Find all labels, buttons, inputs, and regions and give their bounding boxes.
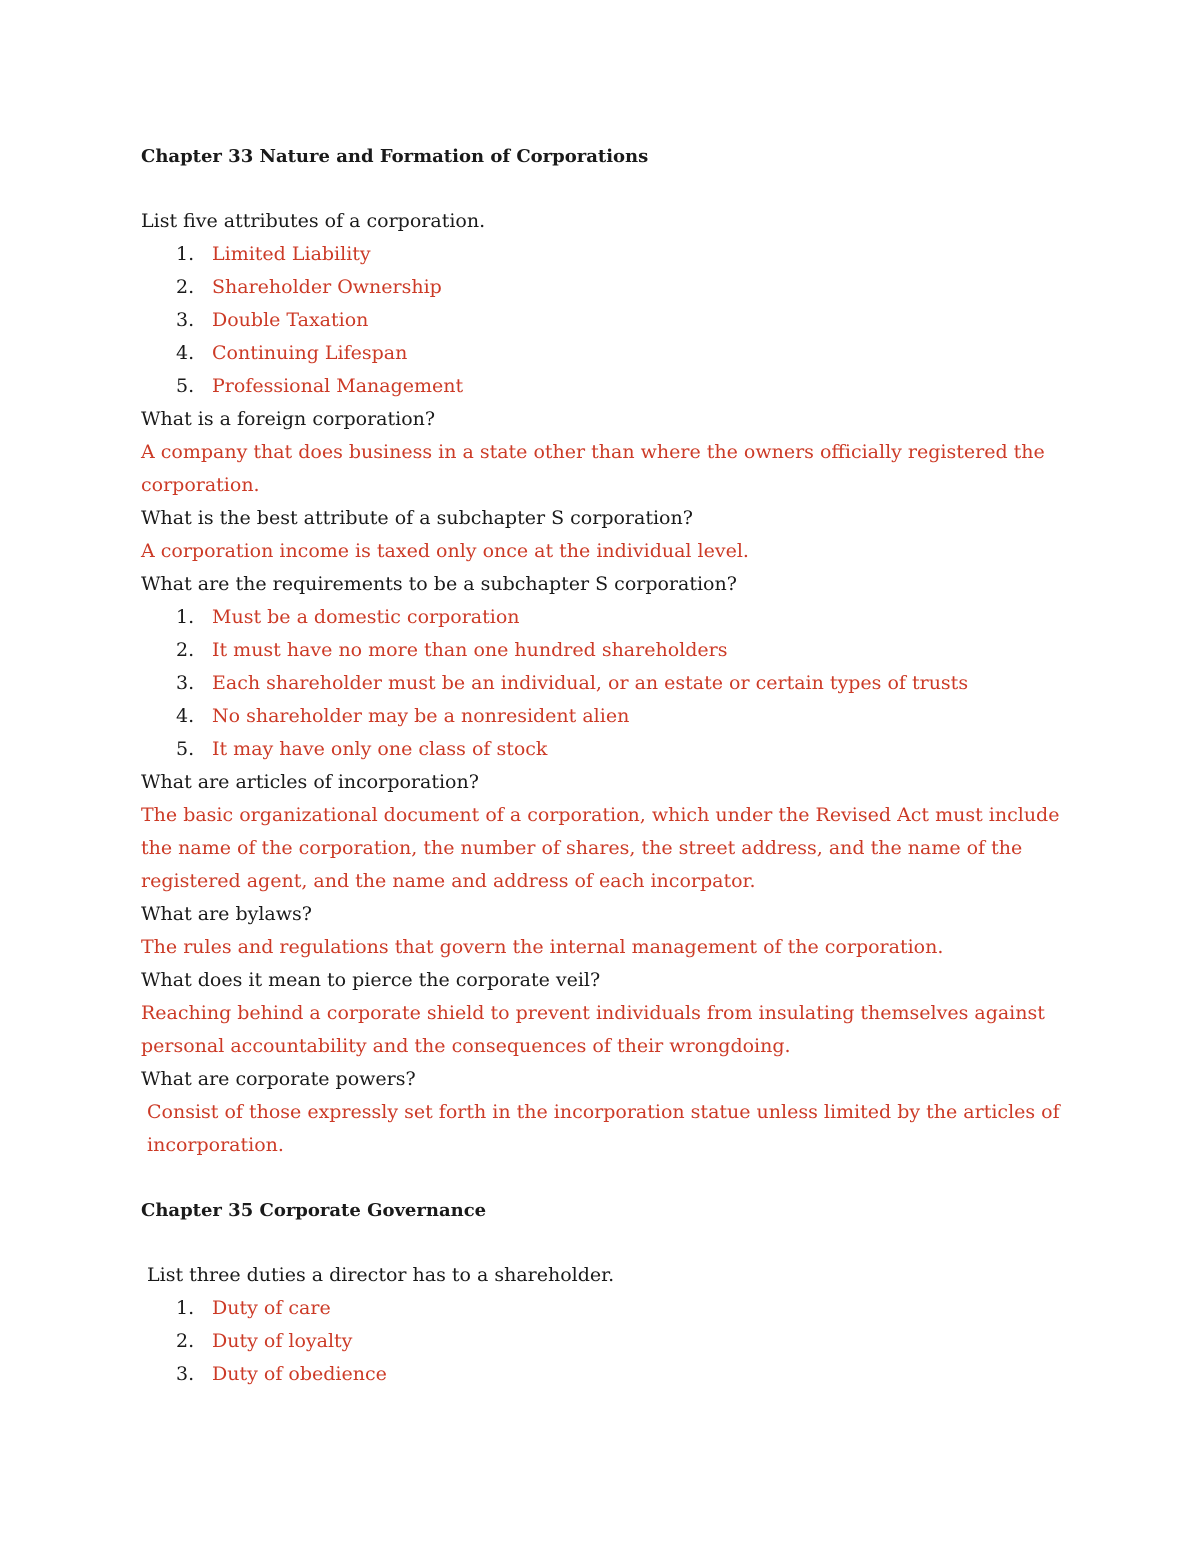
list-item <box>141 700 1071 733</box>
list-number: 5. <box>176 375 195 397</box>
answer-text: Continuing Lifespan <box>212 342 408 364</box>
list-number: 2. <box>176 1330 195 1352</box>
answer-text: Each shareholder must be an individual, or an estate or certain types of trusts <box>212 672 969 694</box>
answer-text: Duty of obedience <box>212 1363 387 1385</box>
question-subchapter-s-requirements: What are the requirements to be a subchapter S corporation? <box>141 573 737 595</box>
question-articles-of-incorporation: What are articles of incorporation? <box>141 771 479 793</box>
answer-text: No shareholder may be a nonresident alien <box>212 705 630 727</box>
answer-text: Double Taxation <box>212 309 369 331</box>
answer-pierce-corporate-veil: Reaching behind a corporate shield to prevent individuals from insulating themselves against personal accountability and the consequences of their wrongdoing. <box>141 1002 1045 1057</box>
list-item <box>141 1358 1071 1391</box>
list-number: 3. <box>176 1363 195 1385</box>
list-item <box>141 271 1071 304</box>
list-item <box>141 304 1071 337</box>
answer-text: Shareholder Ownership <box>212 276 442 298</box>
answer-articles-of-incorporation: The basic organizational document of a corporation, which under the Revised Act must include the name of the corporation, the number of shares, the street address, and the name of the registered agent, and the name and address of each incorpator. <box>141 804 1060 892</box>
question-corporate-powers: What are corporate powers? <box>141 1068 416 1090</box>
list-number: 1. <box>176 606 195 628</box>
spacer <box>141 173 1071 205</box>
answer-text: Professional Management <box>212 375 464 397</box>
list-number: 5. <box>176 738 195 760</box>
list-number: 3. <box>176 672 195 694</box>
chapter-33-heading: Chapter 33 Nature and Formation of Corporations <box>141 146 649 167</box>
question-pierce-corporate-veil: What does it mean to pierce the corporate veil? <box>141 969 601 991</box>
document-page <box>141 140 1071 1391</box>
list-item <box>141 667 1071 700</box>
list-item <box>141 370 1071 403</box>
answer-text: It must have no more than one hundred shareholders <box>212 639 728 661</box>
list-item <box>141 1325 1071 1358</box>
requirements-list <box>141 601 1071 766</box>
answer-bylaws: The rules and regulations that govern the internal management of the corporation. <box>141 936 944 958</box>
answer-text: Limited Liability <box>212 243 371 265</box>
list-item <box>141 1292 1071 1325</box>
list-number: 2. <box>176 639 195 661</box>
list-number: 4. <box>176 705 195 727</box>
spacer <box>141 1227 1071 1259</box>
list-number: 2. <box>176 276 195 298</box>
question-bylaws: What are bylaws? <box>141 903 312 925</box>
spacer <box>141 1162 1071 1194</box>
answer-foreign-corporation: A company that does business in a state other than where the owners officially registered the corporation. <box>141 441 1045 496</box>
chapter-35-heading: Chapter 35 Corporate Governance <box>141 1200 487 1221</box>
list-item <box>141 733 1071 766</box>
answer-text: It may have only one class of stock <box>212 738 548 760</box>
answer-corporate-powers: Consist of those expressly set forth in the incorporation statue unless limited by the articles of incorporation. <box>147 1101 1060 1156</box>
list-item <box>141 337 1071 370</box>
question-foreign-corporation: What is a foreign corporation? <box>141 408 436 430</box>
list-item <box>141 238 1071 271</box>
question-subchapter-s-attribute: What is the best attribute of a subchapter S corporation? <box>141 507 693 529</box>
answer-text: Duty of care <box>212 1297 331 1319</box>
attributes-list <box>141 238 1071 403</box>
duties-list <box>141 1292 1071 1391</box>
answer-subchapter-s-attribute: A corporation income is taxed only once at the individual level. <box>141 540 749 562</box>
answer-text: Duty of loyalty <box>212 1330 353 1352</box>
question-director-duties: List three duties a director has to a shareholder. <box>147 1264 615 1286</box>
list-number: 1. <box>176 1297 195 1319</box>
list-number: 3. <box>176 309 195 331</box>
list-item <box>141 601 1071 634</box>
answer-text: Must be a domestic corporation <box>212 606 520 628</box>
list-number: 1. <box>176 243 195 265</box>
list-number: 4. <box>176 342 195 364</box>
list-item <box>141 634 1071 667</box>
question-attributes: List five attributes of a corporation. <box>141 210 486 232</box>
